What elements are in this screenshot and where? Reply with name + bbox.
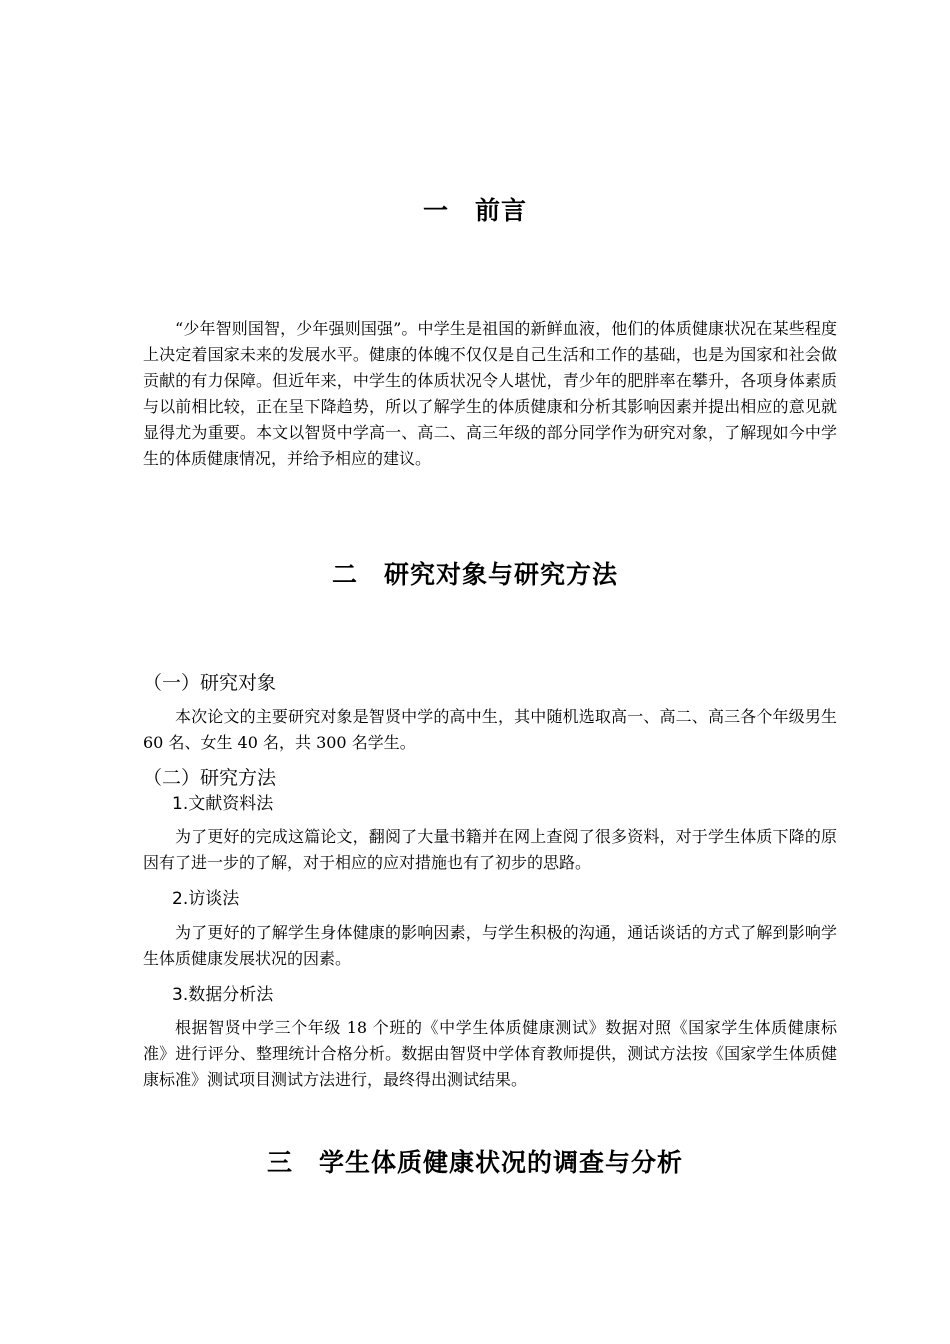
research-subject-paragraph: 本次论文的主要研究对象是智贤中学的高中生，其中随机选取高一、高二、高三各个年级男生 60 名、女生 40 名，共 300 名学生。 <box>143 707 837 752</box>
subheading-research-subject: （一）研究对象 <box>143 672 277 694</box>
section-heading-preface: 一 前言 <box>422 196 527 225</box>
method-interview-title: 2.访谈法 <box>172 889 240 909</box>
method-literature-paragraph: 为了更好的完成这篇论文，翻阅了大量书籍并在网上查阅了很多资料，对于学生体质下降的原因有了进一步的了解，对于相应的应对措施也有了初步的思路。 <box>143 827 837 872</box>
section-heading-research: 二 研究对象与研究方法 <box>331 560 618 589</box>
section-heading-survey: 三 学生体质健康状况的调查与分析 <box>266 1148 683 1177</box>
method-data-analysis-title: 3.数据分析法 <box>172 985 274 1005</box>
subheading-research-method: （二）研究方法 <box>143 767 277 789</box>
method-data-analysis-paragraph: 根据智贤中学三个年级 18 个班的《中学生体质健康测试》数据对照《国家学生体质健康标准》进行评分、整理统计合格分析。数据由智贤中学体育教师提供，测试方法按《国家学生体质健康标准》测试项目测试方法进行，最终得出测试结果。 <box>143 1018 837 1089</box>
method-literature-title: 1.文献资料法 <box>172 794 274 814</box>
method-interview-paragraph: 为了更好的了解学生身体健康的影响因素，与学生积极的沟通，通话谈话的方式了解到影响学生体质健康发展状况的因素。 <box>143 923 837 968</box>
preface-paragraph: “少年智则国智，少年强则国强”。中学生是祖国的新鲜血液，他们的体质健康状况在某些程度上决定着国家未来的发展水平。健康的体魄不仅仅是自己生活和工作的基础，也是为国家和社会做贡献的有力保障。但近年来，中学生的体质状况令人堪忧，青少年的肥胖率在攀升，各项身体素质与以前相比较，正在呈下降趋势，所以了解学生的体质健康和分析其影响因素并提出相应的意见就显得尤为重要。本文以智贤中学高一、高二、高三年级的部分同学作为研究对象，了解现如今中学生的体质健康情况，并给予相应的建议。 <box>143 319 837 468</box>
